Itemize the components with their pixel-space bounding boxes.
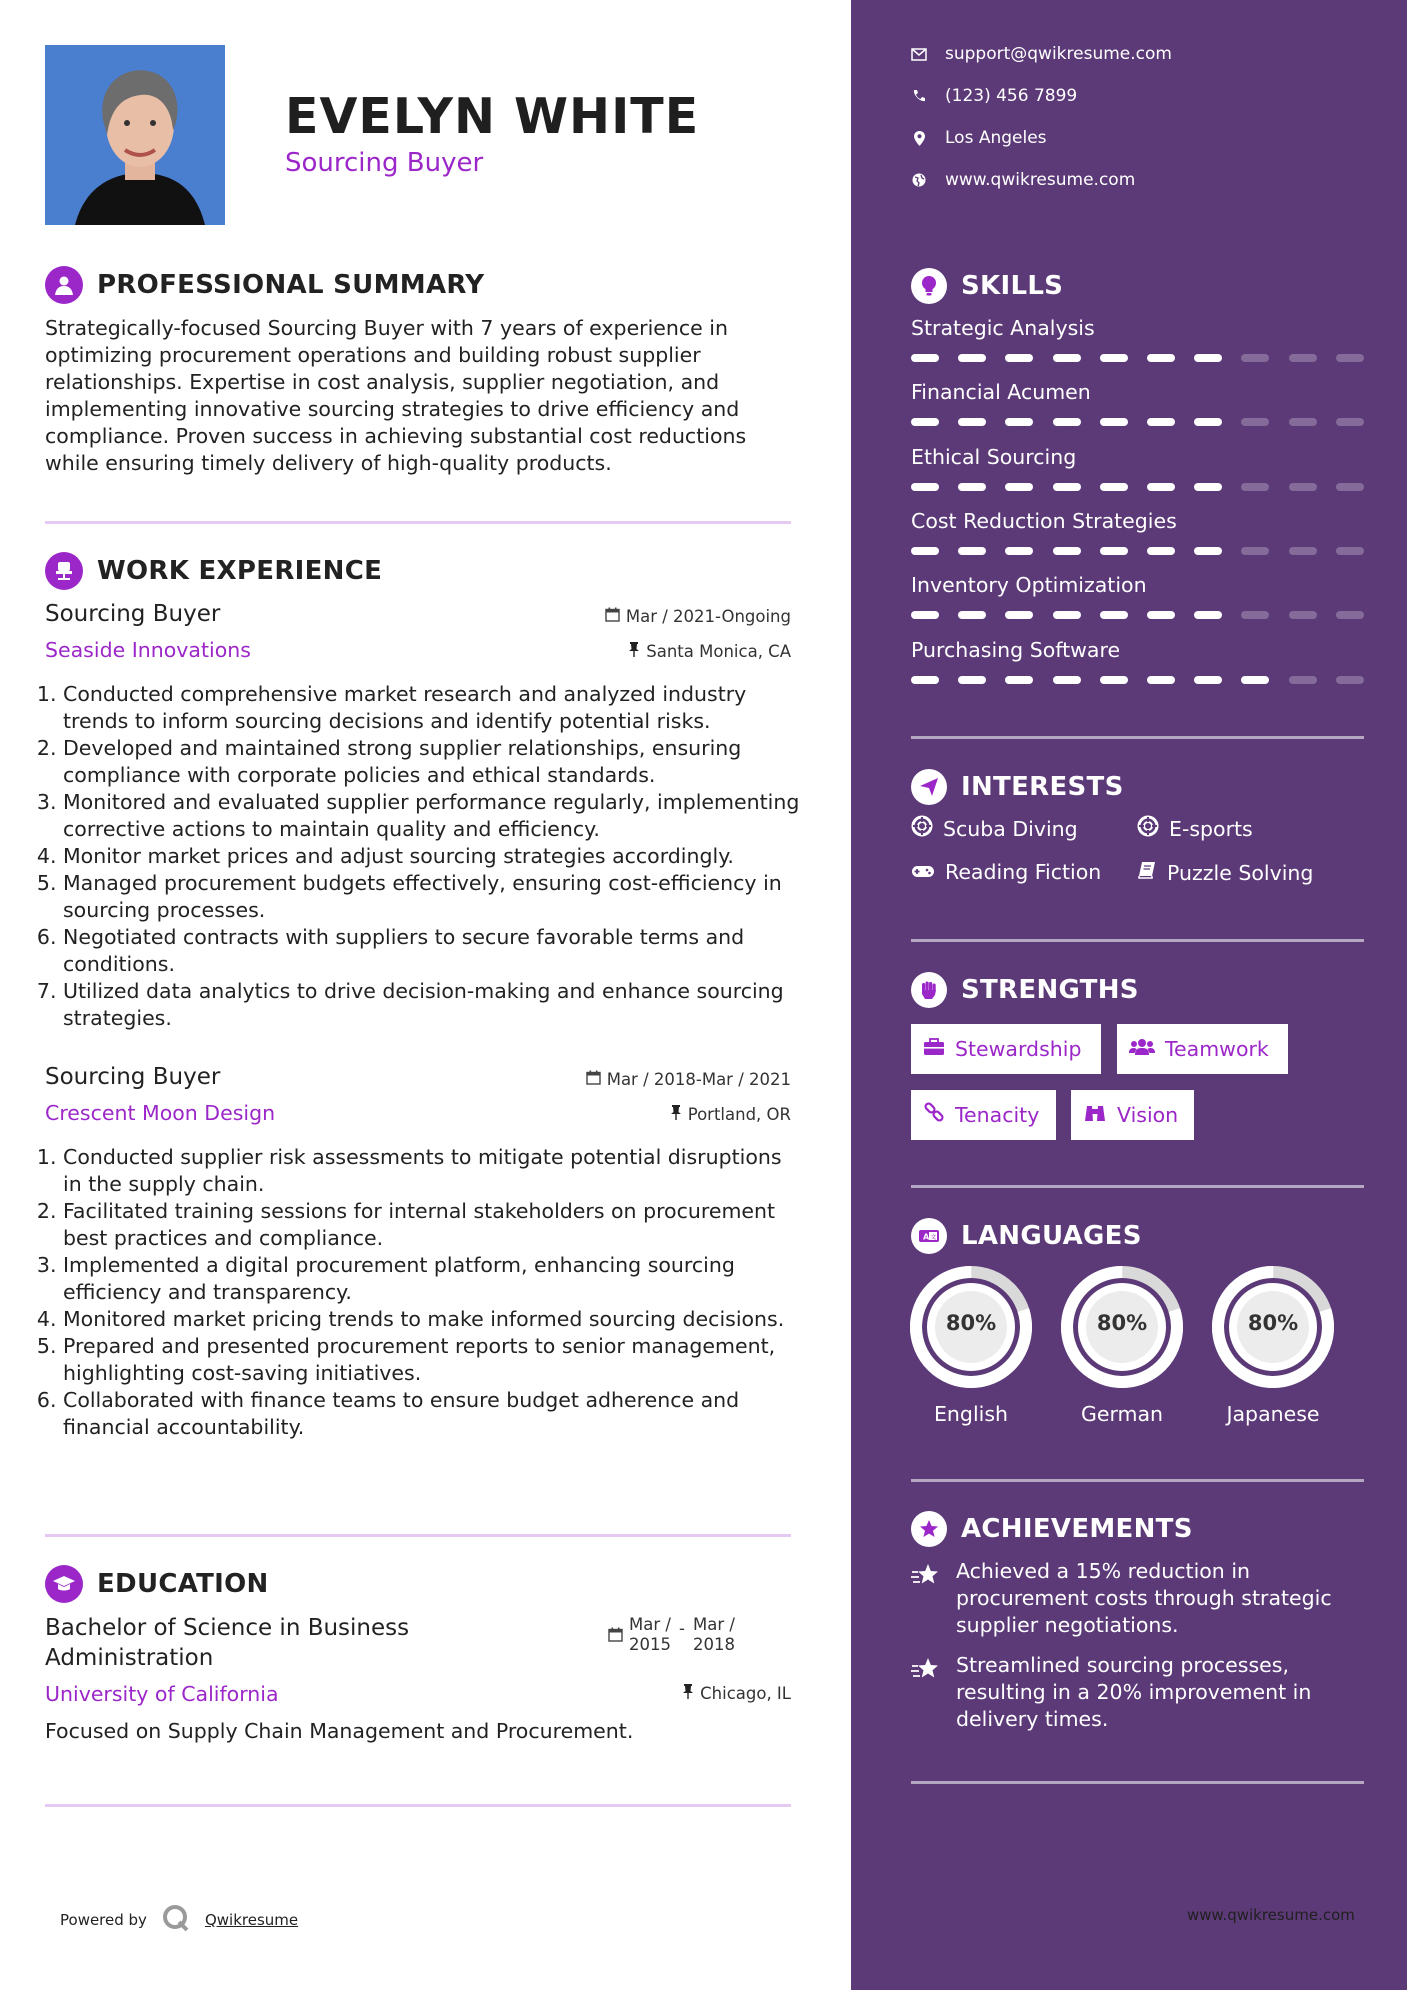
section-divider: [45, 1534, 791, 1537]
skill-dash-filled: [958, 418, 986, 426]
job-responsibilities: [37, 1144, 803, 1441]
degree-line-2: Administration: [45, 1645, 214, 1671]
skill-item: [911, 573, 1364, 597]
skill-dash-empty: [1289, 354, 1317, 362]
skill-dash-filled: [958, 611, 986, 619]
date-text: 2015: [629, 1635, 671, 1654]
candidate-role: Sourcing Buyer: [285, 148, 484, 178]
skill-item: [911, 316, 1364, 340]
list-item: 3. Implemented a digital procurement platform, enhancing sourcing efficiency and transparency.: [63, 1252, 803, 1306]
book-icon: [1137, 860, 1157, 885]
work-title: WORK EXPERIENCE: [97, 556, 383, 586]
degree-title: [45, 1613, 409, 1673]
skill-dash-filled: [1053, 354, 1081, 362]
skill-rating: [911, 611, 1364, 619]
skill-dash-filled: [1100, 547, 1128, 555]
skill-dash-filled: [958, 547, 986, 555]
skills-title: SKILLS: [961, 271, 1064, 301]
date-text: Mar /: [629, 1615, 671, 1634]
language-item: [1060, 1265, 1184, 1426]
user-icon: [45, 266, 83, 304]
phone-icon: [911, 88, 927, 104]
skill-dash-filled: [1053, 547, 1081, 555]
globe-icon: [911, 172, 927, 188]
star-icon: [911, 1562, 941, 1590]
skill-dash-filled: [1053, 418, 1081, 426]
skill-dash-filled: [1100, 676, 1128, 684]
contact-phone[interactable]: [911, 86, 1077, 106]
language-item: [1211, 1265, 1335, 1426]
pin-icon: [670, 1105, 682, 1124]
skill-name: Ethical Sourcing: [911, 445, 1077, 469]
chair-icon: [45, 552, 83, 590]
skill-dash-filled: [1194, 676, 1222, 684]
list-item: 1. Conducted comprehensive market research and analyzed industry trends to inform sourcing decisions and identify potential risks.: [63, 681, 803, 735]
skill-rating: [911, 547, 1364, 555]
achievement-text: Achieved a 15% reduction in procurement costs through strategic supplier negotiations.: [956, 1559, 1332, 1637]
interests-title: INTERESTS: [961, 772, 1124, 802]
skill-dash-empty: [1289, 611, 1317, 619]
interests-heading: [911, 769, 1124, 805]
skill-dash-empty: [1336, 483, 1364, 491]
strength-tag: [911, 1090, 1056, 1140]
skill-dash-filled: [1147, 676, 1175, 684]
section-divider: [45, 521, 791, 524]
section-divider: [911, 1479, 1364, 1482]
language-name: English: [933, 1402, 1009, 1426]
skill-dash-filled: [1194, 547, 1222, 555]
lightbulb-icon: [911, 268, 947, 304]
strengths-title: STRENGTHS: [961, 975, 1139, 1005]
list-item: 6. Collaborated with finance teams to ensure budget adherence and financial accountability.: [63, 1387, 803, 1441]
link-icon: [923, 1102, 945, 1129]
education-location-text: Chicago, IL: [700, 1684, 791, 1703]
education-date: [608, 1615, 735, 1655]
job-date: [605, 607, 791, 626]
skill-dash-filled: [958, 483, 986, 491]
graduation-cap-icon: [45, 1565, 83, 1603]
skill-dash-filled: [1005, 354, 1033, 362]
interest-item: [911, 815, 1078, 842]
job-location: [670, 1105, 791, 1124]
job-title: Sourcing Buyer: [45, 1064, 221, 1090]
powered-by-label: Powered by: [60, 1911, 147, 1929]
paper-plane-icon: [911, 769, 947, 805]
website-text: www.qwikresume.com: [945, 170, 1136, 190]
job-title: Sourcing Buyer: [45, 601, 221, 627]
section-divider: [911, 736, 1364, 739]
translate-icon: [911, 1218, 947, 1254]
skill-item: [911, 380, 1364, 404]
users-icon: [1129, 1037, 1155, 1061]
job-company: Crescent Moon Design: [45, 1101, 276, 1125]
interest-label: Scuba Diving: [943, 816, 1078, 841]
job-company: Seaside Innovations: [45, 638, 251, 662]
skill-name: Inventory Optimization: [911, 573, 1147, 597]
education-location: [682, 1684, 791, 1703]
skill-name: Purchasing Software: [911, 638, 1121, 662]
skill-dash-filled: [1147, 483, 1175, 491]
skill-dash-filled: [1100, 354, 1128, 362]
skill-dash-empty: [1289, 483, 1317, 491]
skill-dash-filled: [1005, 676, 1033, 684]
language-name: German: [1080, 1402, 1164, 1426]
list-item: 5. Prepared and presented procurement reports to senior management, highlighting cost-saving initiatives.: [63, 1333, 803, 1387]
skill-dash-filled: [1241, 676, 1269, 684]
profile-photo: [45, 45, 225, 225]
skill-dash-empty: [1336, 611, 1364, 619]
skill-dash-filled: [1005, 483, 1033, 491]
work-heading: [45, 552, 382, 590]
lifebuoy-icon: [1137, 815, 1159, 842]
job-location-text: Santa Monica, CA: [646, 642, 791, 661]
phone-text: (123) 456 7899: [945, 86, 1078, 106]
skill-dash-empty: [1336, 354, 1364, 362]
date-text: 2018: [692, 1635, 735, 1654]
qwikresume-logo-icon: [161, 1903, 191, 1937]
list-item: 7. Utilized data analytics to drive decision-making and enhance sourcing strategies.: [63, 978, 803, 1032]
skill-dash-empty: [1241, 483, 1269, 491]
email-text: support@qwikresume.com: [945, 44, 1172, 64]
education-description: Focused on Supply Chain Management and Procurement.: [45, 1719, 634, 1743]
envelope-icon: [911, 46, 927, 62]
school-name: University of California: [45, 1682, 279, 1706]
skill-dash-filled: [1100, 611, 1128, 619]
skill-dash-filled: [911, 676, 939, 684]
job-location: [628, 642, 791, 661]
achievements-title: ACHIEVEMENTS: [961, 1514, 1193, 1544]
skill-dash-filled: [911, 354, 939, 362]
svg-text:文: 文: [930, 1233, 937, 1241]
education-date-start: [629, 1615, 671, 1655]
skill-dash-filled: [911, 418, 939, 426]
strength-tag: [1117, 1024, 1288, 1074]
section-divider: [45, 1804, 791, 1807]
interest-label: E-sports: [1169, 816, 1253, 841]
star-icon: [911, 1656, 941, 1684]
skill-dash-empty: [1336, 418, 1364, 426]
interest-item: [911, 860, 1101, 884]
job-responsibilities: [37, 681, 803, 1032]
strengths-heading: [911, 972, 1139, 1008]
list-item: 2. Developed and maintained strong supplier relationships, ensuring compliance with corporate policies and ethical standards.: [63, 735, 803, 789]
skill-dash-empty: [1336, 547, 1364, 555]
skill-dash-filled: [1005, 418, 1033, 426]
job-date-text: Mar / 2018-Mar / 2021: [606, 1070, 791, 1089]
briefcase-icon: [923, 1037, 945, 1061]
date-text: Mar /: [692, 1615, 735, 1634]
calendar-icon: [586, 1070, 601, 1089]
job-location-text: Portland, OR: [687, 1105, 791, 1124]
achievement-text: Streamlined sourcing processes, resulting in a 20% improvement in delivery times.: [956, 1653, 1312, 1731]
list-item: 3. Monitored and evaluated supplier performance regularly, implementing corrective actions to maintain quality and efficiency.: [63, 789, 803, 843]
strength-tag: [1071, 1090, 1194, 1140]
pin-icon: [628, 642, 640, 661]
skill-dash-filled: [1194, 354, 1222, 362]
skill-dash-filled: [1005, 547, 1033, 555]
skill-name: Strategic Analysis: [911, 316, 1095, 340]
calendar-icon: [605, 607, 620, 626]
pin-icon: [682, 1684, 694, 1703]
contact-location: [911, 128, 1047, 148]
job-date-text: Mar / 2021-Ongoing: [625, 607, 791, 626]
lifebuoy-icon: [911, 815, 933, 842]
skill-dash-empty: [1241, 611, 1269, 619]
skill-item: [911, 509, 1364, 533]
languages-heading: [911, 1218, 1142, 1254]
language-percent: 80%: [1247, 1311, 1299, 1335]
skill-dash-filled: [958, 354, 986, 362]
skill-dash-filled: [1053, 483, 1081, 491]
section-divider: [911, 939, 1364, 942]
skill-dash-filled: [1194, 418, 1222, 426]
footer-website[interactable]: www.qwikresume.com: [1187, 1906, 1355, 1924]
skill-dash-empty: [1241, 354, 1269, 362]
contact-email[interactable]: [911, 44, 1172, 64]
list-item: 5. Managed procurement budgets effectively, ensuring cost-efficiency in sourcing processes.: [63, 870, 803, 924]
achievements-heading: [911, 1511, 1193, 1547]
interest-label: Reading Fiction: [945, 860, 1102, 884]
candidate-name: EVELYN WHITE: [285, 88, 700, 145]
interest-label: Puzzle Solving: [1167, 860, 1314, 885]
skill-rating: [911, 354, 1364, 362]
skill-dash-empty: [1241, 547, 1269, 555]
skill-dash-empty: [1289, 676, 1317, 684]
strength-label: Teamwork: [1165, 1037, 1269, 1061]
skill-dash-filled: [1147, 611, 1175, 619]
section-divider: [911, 1781, 1364, 1784]
list-item: 4. Monitor market prices and adjust sourcing strategies accordingly.: [63, 843, 803, 870]
skill-dash-empty: [1289, 418, 1317, 426]
skill-dash-filled: [1147, 547, 1175, 555]
skill-dash-filled: [1194, 611, 1222, 619]
summary-title: PROFESSIONAL SUMMARY: [97, 270, 485, 300]
binoculars-icon: [1083, 1103, 1107, 1128]
education-title: EDUCATION: [97, 1569, 269, 1599]
skill-dash-filled: [1147, 354, 1175, 362]
summary-text: Strategically-focused Sourcing Buyer with 7 years of experience in optimizing procurement operations and building robust supplier relationships. Expertise in cost analysis, supplier negotiation, and implementing innovative sourcing strategies to drive efficiency and compliance. Proven success in achieving substantial cost reductions while ensuring timely delivery of high-quality products.: [45, 316, 747, 475]
contact-website[interactable]: [911, 170, 1135, 190]
skill-rating: [911, 483, 1364, 491]
strength-tag: [911, 1024, 1101, 1074]
language-percent: 80%: [1096, 1311, 1148, 1335]
language-percent: 80%: [945, 1311, 997, 1335]
skill-dash-filled: [1194, 483, 1222, 491]
skill-item: [911, 445, 1364, 469]
skill-rating: [911, 418, 1364, 426]
date-separator: -: [679, 1619, 685, 1638]
education-date-end: [693, 1615, 735, 1655]
interest-item: [1137, 815, 1253, 842]
list-item: 4. Monitored market pricing trends to make informed sourcing decisions.: [63, 1306, 803, 1333]
sidebar: [851, 0, 1407, 1990]
location-text: Los Angeles: [945, 128, 1047, 148]
strength-label: Stewardship: [955, 1037, 1082, 1061]
skill-dash-filled: [1100, 483, 1128, 491]
skill-dash-filled: [1053, 676, 1081, 684]
star-badge-icon: [911, 1511, 947, 1547]
list-item: 2. Facilitated training sessions for internal stakeholders on procurement best practices and compliance.: [63, 1198, 803, 1252]
strength-label: Vision: [1117, 1103, 1179, 1127]
skill-dash-filled: [911, 611, 939, 619]
skill-dash-filled: [1053, 611, 1081, 619]
skill-name: Cost Reduction Strategies: [911, 509, 1177, 533]
list-item: 1. Conducted supplier risk assessments to mitigate potential disruptions in the supply chain.: [63, 1144, 803, 1198]
skill-item: [911, 638, 1364, 662]
brand-link[interactable]: Qwikresume: [204, 1911, 299, 1929]
skill-dash-filled: [911, 483, 939, 491]
strength-label: Tenacity: [955, 1103, 1040, 1127]
summary-heading: [45, 266, 484, 304]
skill-dash-filled: [1147, 418, 1175, 426]
language-item: [909, 1265, 1033, 1426]
interest-item: [1137, 860, 1313, 885]
map-marker-icon: [911, 130, 927, 146]
skill-dash-filled: [1005, 611, 1033, 619]
calendar-icon: [608, 1627, 623, 1647]
skill-dash-empty: [1241, 418, 1269, 426]
skill-name: Financial Acumen: [911, 380, 1091, 404]
footer-powered-by: [60, 1903, 298, 1937]
fist-icon: [911, 972, 947, 1008]
skill-dash-filled: [958, 676, 986, 684]
skill-dash-empty: [1289, 547, 1317, 555]
svg-text:A: A: [923, 1232, 930, 1242]
degree-line-1: Bachelor of Science in Business: [45, 1615, 410, 1641]
skill-dash-empty: [1336, 676, 1364, 684]
section-divider: [911, 1185, 1364, 1188]
job-date: [586, 1070, 791, 1089]
list-item: 6. Negotiated contracts with suppliers to secure favorable terms and conditions.: [63, 924, 803, 978]
skill-dash-filled: [911, 547, 939, 555]
skills-heading: [911, 268, 1063, 304]
languages-title: LANGUAGES: [961, 1221, 1142, 1251]
language-name: Japanese: [1226, 1402, 1320, 1426]
skill-dash-filled: [1100, 418, 1128, 426]
skill-rating: [911, 676, 1364, 684]
gamepad-icon: [911, 860, 935, 884]
education-heading: [45, 1565, 269, 1603]
